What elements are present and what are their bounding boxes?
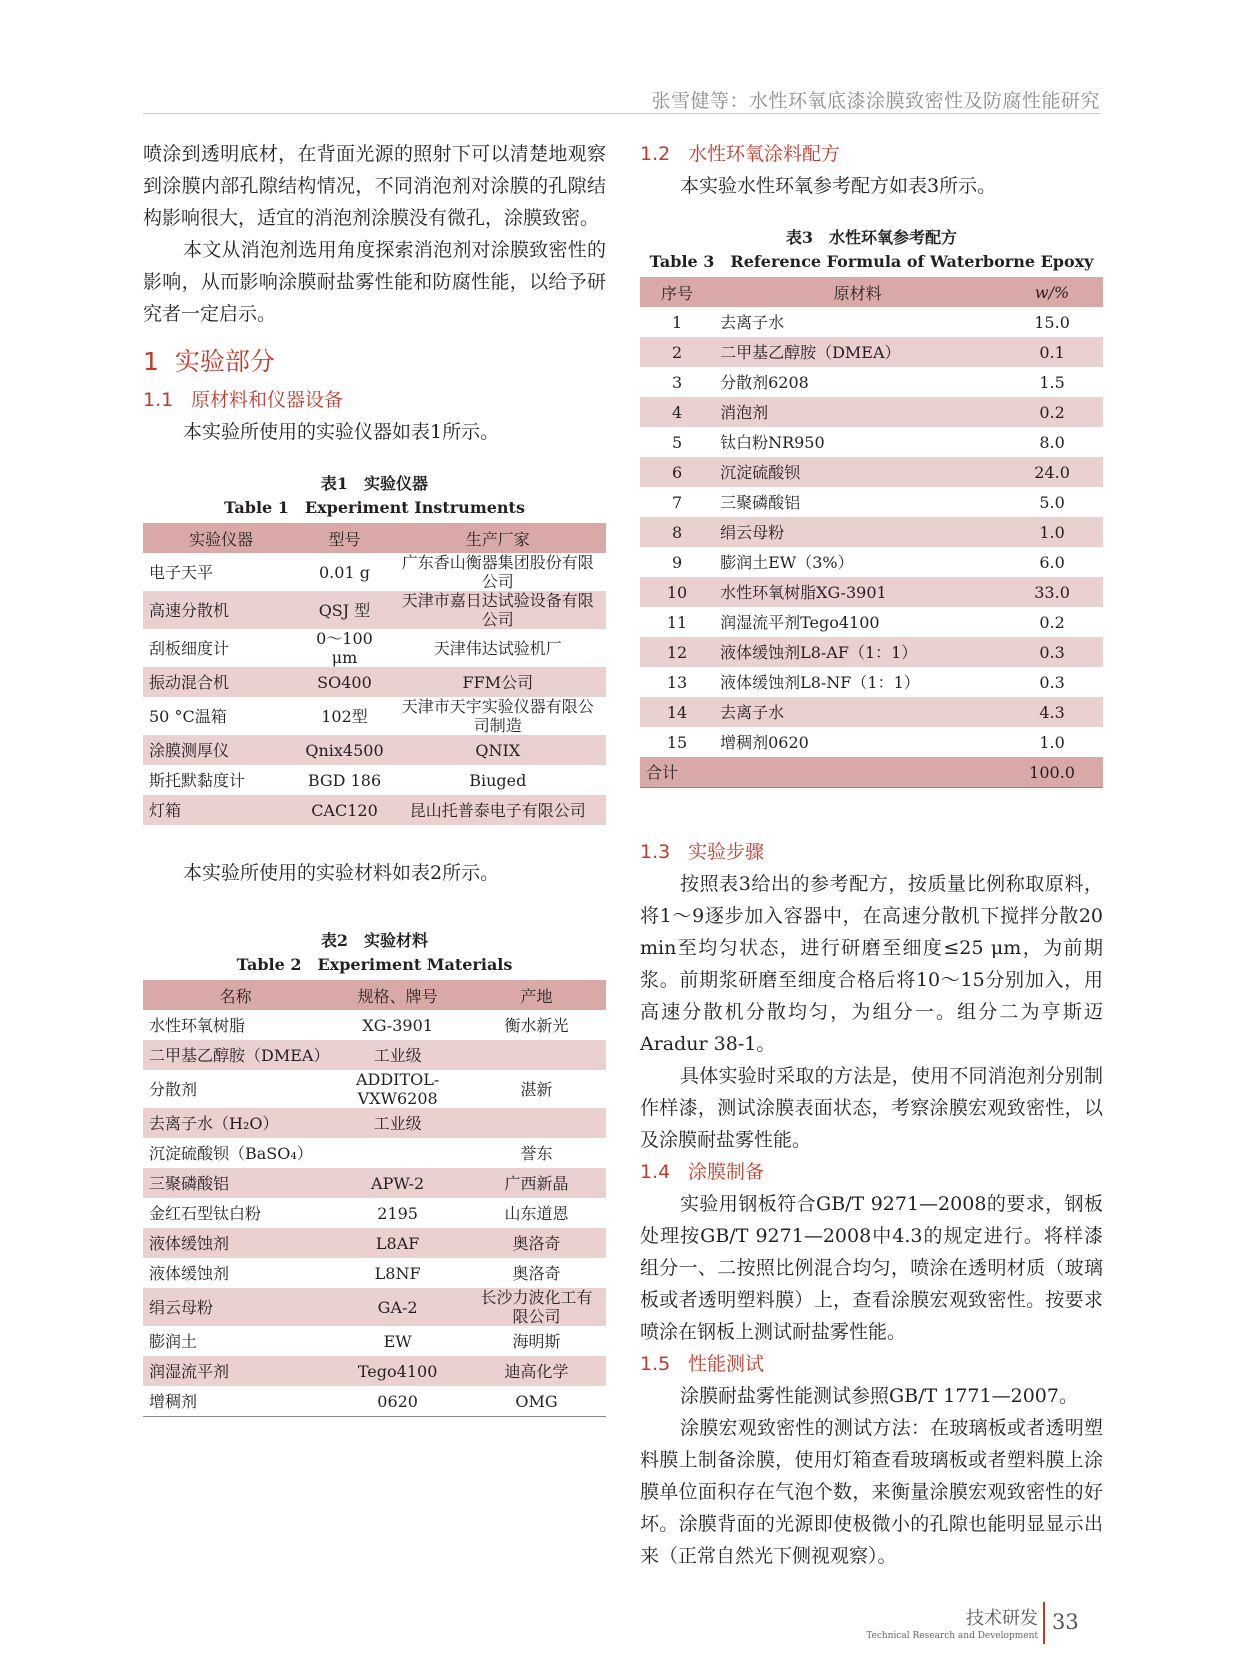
paragraph-1-4: 实验用钢板符合GB/T 9271—2008的要求，钢板处理按GB/T 9271—2008中4.3的规定进行。将样漆组分一、二按照比例混合均匀，喷涂在透明材质（玻璃板或者透明塑料膜）上，查看涂膜宏观致密性。按要求喷涂在钢板上测试耐盐雾性能。 [640,1193,1103,1343]
table-row [143,795,606,825]
table-cell: 0.3 [1039,672,1065,692]
table-3-formula [640,277,1103,788]
table-cell: 0.3 [1039,642,1065,662]
table-cell: 102型 [321,706,368,726]
table-cell: 消泡剂 [720,402,769,422]
table-cell: 奥洛奇 [512,1263,561,1283]
table-row [640,607,1103,637]
table-row [143,1356,606,1386]
table-cell: 0.01 g [319,562,370,582]
paragraph-1-3b: 具体实验时采取的方法是，使用不同消泡剂分别制作样漆，测试涂膜表面状态，考察涂膜宏观致密性，以及涂膜耐盐雾性能。 [640,1065,1103,1151]
table-cell: 9 [671,552,683,572]
table-cell: 振动混合机 [149,672,230,692]
table-cell: XG-3901 [362,1015,433,1035]
table-cell: ADDITOL-VXW6208 [355,1070,440,1108]
table-cell: 33.0 [1034,582,1070,602]
table-cell: 液体缓蚀剂L8-AF（1：1） [720,642,918,662]
footer-section-en: Technical Research and Development [866,1631,1038,1641]
section-1-heading [143,344,606,380]
table-header-cell: 名称 [219,986,252,1006]
paragraph-1-5b: 涂膜宏观致密性的测试方法：在玻璃板或者透明塑料膜上制备涂膜，使用灯箱查看玻璃板或者塑料膜上涂膜单位面积存在气泡个数，来衡量涂膜宏观致密性的好坏。涂膜背面的光源即使极微小的孔隙也能明显显示出来（正常自然光下侧视观察）。 [640,1417,1103,1567]
table-row [143,1228,606,1258]
paragraph-1-3a: 按照表3给出的参考配方，按质量比例称取原料，将1～9逐步加入容器中，在高速分散机下搅拌分散20 min至均匀状态，进行研磨至细度≤25 μm，为前期浆。前期浆研磨至细度合格后将10～15分别加入，用高速分散机分散均匀，为组分一。组分二为亨斯迈Aradur 38-1。 [640,873,1103,1055]
subsection-1-1-heading [143,384,606,416]
table-cell: 润湿流平剂Tego4100 [720,612,880,632]
table-row [143,1288,606,1326]
subsection-number: 1.5 [640,1353,671,1375]
table-cell: BGD 186 [307,770,382,790]
table-row [143,1108,606,1138]
table-cell: 液体缓蚀剂L8-NF（1：1） [720,672,920,692]
table-row [143,735,606,765]
subsection-title: 实验步骤 [688,841,765,863]
table-cell: 高速分散机 [149,600,230,620]
table-cell: 广西新晶 [504,1173,569,1193]
table-header-cell: 序号 [661,283,694,303]
table-cell: 15.0 [1034,312,1070,332]
table-cell: 工业级 [373,1113,422,1133]
table-row [143,667,606,697]
table-cell: 钛白粉NR950 [720,432,825,452]
table-row [640,457,1103,487]
table-header-row [143,980,606,1010]
table-cell: Qnix4500 [305,740,384,760]
table-cell: QNIX [475,740,521,760]
table-2-caption-cn: 表2 实验材料 [320,931,429,950]
table-cell: 液体缓蚀剂 [149,1263,230,1283]
table-cell: QSJ 型 [318,600,371,620]
table-cell: 0.1 [1039,342,1065,362]
subsection-title: 原材料和仪器设备 [191,389,344,411]
table-cell: 2 [671,342,683,362]
table-cell: 液体缓蚀剂 [149,1233,230,1253]
table-row [640,727,1103,757]
table-row [143,1010,606,1040]
table-cell: 11 [666,612,688,632]
table-row [143,1386,606,1417]
table-cell: FFM公司 [462,672,534,692]
table-total-row [640,757,1103,788]
table-cell: 昆山托普泰电子有限公司 [409,800,586,820]
footer-divider [1043,1602,1045,1644]
table-cell: 斯托默黏度计 [149,770,246,790]
table-header-cell: 型号 [328,529,361,549]
table-cell: 迪高化学 [504,1361,569,1381]
table-header-cell: 产地 [520,986,553,1006]
table-cell: Tego4100 [357,1361,438,1381]
table-cell: 誉东 [520,1143,553,1163]
table-cell: 4.3 [1039,702,1065,722]
intro-paragraph-1: 喷涂到透明底材，在背面光源的照射下可以清楚地观察到涂膜内部孔隙结构情况，不同消泡剂对涂膜的孔隙结构影响很大，适宜的消泡剂涂膜没有微孔，涂膜致密。 [143,143,606,229]
subsection-1-2-heading [640,138,1103,170]
table-cell: 膨润土 [149,1331,198,1351]
table-cell: 天津伟达试验机厂 [433,638,562,658]
table-row [640,307,1103,337]
table-row [640,667,1103,697]
table-row [143,1326,606,1356]
table-row [640,547,1103,577]
table-cell: 去离子水 [720,702,785,722]
table-cell: 金红石型钛白粉 [149,1203,262,1223]
table-cell: 12 [666,642,688,662]
table-cell: 6.0 [1039,552,1065,572]
table-cell: 6 [671,462,683,482]
table-cell: 电子天平 [149,562,214,582]
table-cell: 分散剂 [149,1079,198,1099]
table-row [143,591,606,629]
table-header-row [143,523,606,553]
table-3-caption-cn: 表3 水性环氧参考配方 [785,228,958,247]
table-cell: 1.0 [1039,732,1065,752]
table-total-label: 合计 [640,757,1001,788]
subsection-1-3-heading [640,836,1103,868]
table-cell: 0.2 [1039,402,1065,422]
table-1-caption-cn: 表1 实验仪器 [320,474,429,493]
table-cell: 1.5 [1039,372,1065,392]
table-header-cell: w/% [1034,282,1070,302]
table-cell: 2195 [377,1203,418,1223]
table-cell: 润湿流平剂 [149,1361,230,1381]
subsection-title: 水性环氧涂料配方 [688,143,841,165]
table-cell: 14 [666,702,688,722]
table-cell: 8 [671,522,683,542]
table-cell: 沉淀硫酸钡 [720,462,801,482]
table-cell: 15 [666,732,688,752]
table-header-cell: 实验仪器 [189,529,254,549]
subsection-number: 1.4 [640,1161,671,1183]
table-cell: 24.0 [1034,462,1070,482]
table-cell [328,1138,467,1168]
table-header-cell: 规格、牌号 [357,986,438,1006]
table-cell: 二甲基乙醇胺（DMEA） [149,1045,330,1065]
table-cell: OMG [515,1391,558,1411]
table-cell: 7 [671,492,683,512]
subsection-number: 1.1 [143,389,174,411]
table-row [640,397,1103,427]
left-column [143,138,606,1417]
table-row [143,1168,606,1198]
table-cell: 增稠剂 [149,1391,198,1411]
table-2-materials [143,980,606,1417]
table-row [640,637,1103,667]
table-cell: 3 [671,372,683,392]
table-cell: L8NF [374,1263,421,1283]
table-row [143,697,606,735]
table-header-cell: 原材料 [833,283,882,303]
table-row [640,697,1103,727]
table-cell: 工业级 [373,1045,422,1065]
table-cell: 衡水新光 [504,1015,569,1035]
subsection-title: 性能测试 [688,1353,765,1375]
table-cell: 0～100 μm [316,629,373,667]
section-number: 1 [143,347,159,376]
table-cell: 沉淀硫酸钡（BaSO₄） [149,1143,313,1163]
table-cell: Biuged [469,770,527,790]
table-cell: 绢云母粉 [149,1297,214,1317]
subsection-number: 1.2 [640,143,671,165]
right-column [640,138,1103,1572]
table-cell: 奥洛奇 [512,1233,561,1253]
section-title: 实验部分 [174,347,275,376]
table-row [640,427,1103,457]
table-cell: 5 [671,432,683,452]
intro-paragraph-2: 本文从消泡剂选用角度探索消泡剂对涂膜致密性的影响，从而影响涂膜耐盐雾性能和防腐性能，以给予研究者一定启示。 [143,239,606,325]
table-cell: 刮板细度计 [149,638,230,658]
table-cell: 水性环氧树脂XG-3901 [720,582,887,602]
table-row [143,629,606,667]
table-cell: 绢云母粉 [720,522,785,542]
table-cell: 山东道恩 [504,1203,569,1223]
table-row [640,337,1103,367]
table-cell: 5.0 [1039,492,1065,512]
table-total-value: 100.0 [1001,757,1103,788]
table-row [640,517,1103,547]
subsection-1-5-heading [640,1348,1103,1380]
table-cell: APW-2 [371,1173,425,1193]
table-cell: 13 [666,672,688,692]
table-cell: 0620 [377,1391,418,1411]
table-cell: 分散剂6208 [720,372,809,392]
table-cell: 0.2 [1039,612,1065,632]
table-cell: 长沙力波化工有限公司 [480,1288,593,1326]
table-header-cell: 生产厂家 [465,529,530,549]
table-row [640,487,1103,517]
table-cell: 4 [671,402,683,422]
table-cell: 广东香山衡器集团股份有限公司 [401,553,594,591]
table-cell: 灯箱 [149,800,182,820]
table-cell: 涂膜测厚仪 [149,740,230,760]
table-cell: EW [383,1331,412,1351]
table-cell: 二甲基乙醇胺（DMEA） [720,342,901,362]
table-1-instruments [143,523,606,825]
footer-section-cn: 技术研发 [966,1608,1038,1629]
table-cell: 50 °C温箱 [149,706,227,726]
paragraph-1-2: 本实验水性环氧参考配方如表3所示。 [680,175,997,197]
table-cell: 1 [671,312,683,332]
table-cell: 三聚磷酸铝 [720,492,801,512]
subsection-number: 1.3 [640,841,671,863]
table-cell: SO400 [317,672,372,692]
table-cell: 海明斯 [512,1331,561,1351]
subsection-1-4-heading [640,1156,1103,1188]
subsection-title: 涂膜制备 [688,1161,765,1183]
table-row [143,1040,606,1070]
table-row [143,1070,606,1108]
table-cell: 8.0 [1039,432,1065,452]
table-row [143,1198,606,1228]
paragraph-1-1: 本实验所使用的实验仪器如表1所示。 [183,421,500,443]
table-cell: L8AF [375,1233,420,1253]
table-2-caption-en: Table 2 Experiment Materials [236,955,513,974]
table-cell: 去离子水 [720,312,785,332]
table-header-row [640,277,1103,307]
table-row [640,367,1103,397]
table-row [143,765,606,795]
running-header-title: 张雪健等：水性环氧底漆涂膜致密性及防腐性能研究 [651,90,1100,112]
table-row [143,1138,606,1168]
table-cell [467,1108,606,1138]
table-cell: GA-2 [377,1297,418,1317]
table-cell: 湛新 [520,1079,553,1099]
table-3-caption-en: Table 3 Reference Formula of Waterborne Epoxy [649,252,1094,271]
table-row [143,1258,606,1288]
table-cell: 1.0 [1039,522,1065,542]
table-cell [467,1040,606,1070]
header-rule [143,113,1100,114]
table-cell: 天津市天宇实验仪器有限公司制造 [401,697,594,735]
paragraph-1-1b: 本实验所使用的实验材料如表2所示。 [183,862,500,884]
paragraph-1-5a: 涂膜耐盐雾性能测试参照GB/T 1771—2007。 [680,1385,1078,1407]
table-1-caption-en: Table 1 Experiment Instruments [224,498,525,517]
table-cell: 天津市嘉日达试验设备有限公司 [401,591,594,629]
table-row [143,553,606,591]
table-row [640,577,1103,607]
table-cell: 增稠剂0620 [720,732,809,752]
table-cell: 去离子水（H₂O） [149,1113,279,1133]
page-number: 33 [1052,1610,1079,1634]
table-cell: 膨润土EW（3%） [720,552,854,572]
table-cell: CAC120 [311,800,378,820]
table-cell: 10 [666,582,688,602]
table-cell: 水性环氧树脂 [149,1015,246,1035]
table-cell: 三聚磷酸铝 [149,1173,230,1193]
